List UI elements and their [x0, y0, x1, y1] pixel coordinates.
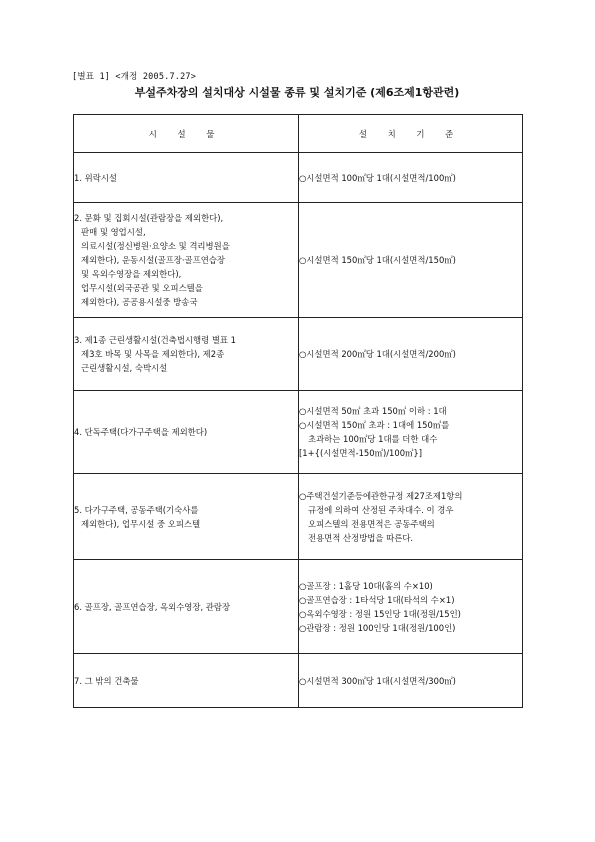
facility-cell [74, 203, 299, 318]
standard-cell [299, 203, 523, 318]
facility-line: 3. 제1종 근린생활시설(건축법시행령 별표 1 [74, 335, 237, 345]
standard-line: ○골프장 : 1홀당 10대(홀의 수×10) [299, 580, 433, 591]
table-row [74, 654, 523, 708]
table-row [74, 318, 523, 391]
facility-cell [74, 560, 299, 654]
facility-line: 6. 골프장, 골프연습장, 옥외수영장, 관람장 [74, 601, 231, 612]
standard-line: ○시설면적 300㎡당 1대(시설면적/300㎡) [299, 675, 456, 686]
facility-cell [74, 153, 299, 203]
annex-reference: [별표 1] <개정 2005.7.27> [72, 72, 197, 82]
table-row [74, 203, 523, 318]
standard-cell [299, 654, 523, 708]
standard-line: ○시설면적 150㎡ 초과 : 1대에 150㎡를 [299, 420, 450, 430]
document-title: 부설주차장의 설치대상 시설물 종류 및 설치기준 (제6조제1항관련) [134, 86, 460, 99]
standard-line: 규정에 의하여 산정된 주차대수. 이 경우 [308, 504, 454, 515]
standard-line: 오피스텔의 전용면적은 공동주택의 [308, 518, 435, 529]
facility-cell [74, 391, 299, 474]
standard-cell [299, 318, 523, 391]
standard-line: ○시설면적 100㎡당 1대(시설면적/100㎡) [299, 172, 456, 183]
standard-line: ○관람장 : 정원 100인당 1대(정원/100인) [299, 622, 456, 633]
standard-cell [299, 560, 523, 654]
facility-line: 제외한다), 업무시설 중 오피스텔 [81, 518, 201, 529]
table-row [74, 391, 523, 474]
facility-line: 의료시설(정신병원·요양소 및 격리병원을 [81, 241, 230, 251]
facility-line: 업무시설(외국공관 및 오피스텔을 [81, 283, 203, 293]
table-row [74, 474, 523, 560]
facility-line: 판매 및 영업시설, [81, 227, 146, 237]
standard-line: ○시설면적 150㎡당 1대(시설면적/150㎡) [299, 255, 456, 265]
standard-line: [1+{(시설면적-150㎡)/100㎡}] [299, 448, 422, 458]
facility-line: 5. 다가구주택, 공동주택(기숙사를 [74, 504, 199, 515]
parking-standards-table [73, 114, 523, 708]
standard-line: 초과하는 100㎡당 1대를 더한 대수 [308, 434, 438, 444]
table-row [74, 560, 523, 654]
standard-cell [299, 474, 523, 560]
standard-line: 전용면적 산정방법을 따른다. [308, 532, 414, 543]
table-header-row [74, 115, 523, 153]
facility-line: 7. 그 밖의 건축물 [74, 675, 139, 686]
facility-cell [74, 654, 299, 708]
standard-line: ○시설면적 50㎡ 초과 150㎡ 이하 : 1대 [299, 406, 447, 416]
standard-line: ○옥외수영장 : 정원 15인당 1대(정원/15인) [299, 608, 461, 619]
facility-line: 및 옥외수영장을 제외한다), [81, 269, 182, 279]
facility-line: 1. 위락시설 [74, 172, 118, 183]
facility-cell [74, 474, 299, 560]
facility-line: 근린생활시설, 숙박시설 [81, 363, 168, 373]
standard-line: ○골프연습장 : 1타석당 1대(타석의 수×1) [299, 594, 455, 605]
facility-cell [74, 318, 299, 391]
column-header-standard: 설 치 기 준 [299, 115, 523, 153]
facility-line: 2. 문화 및 집회시설(관람장을 제외한다), [74, 213, 224, 223]
table-row [74, 153, 523, 203]
facility-line: 제3호 바목 및 사목을 제외한다), 제2종 [81, 349, 225, 359]
facility-line: 제외한다), 공공용시설중 방송국 [81, 297, 198, 307]
facility-line: 제외한다), 운동시설(골프장·골프연습장 [81, 255, 225, 265]
column-header-facility: 시 설 물 [74, 115, 299, 153]
standard-cell [299, 391, 523, 474]
facility-line: 4. 단독주택(다가구주택을 제외한다) [74, 427, 208, 437]
standard-line: ○주택건설기준등에관한규정 제27조제1항의 [299, 490, 463, 501]
standard-line: ○시설면적 200㎡당 1대(시설면적/200㎡) [299, 349, 456, 359]
standard-cell [299, 153, 523, 203]
